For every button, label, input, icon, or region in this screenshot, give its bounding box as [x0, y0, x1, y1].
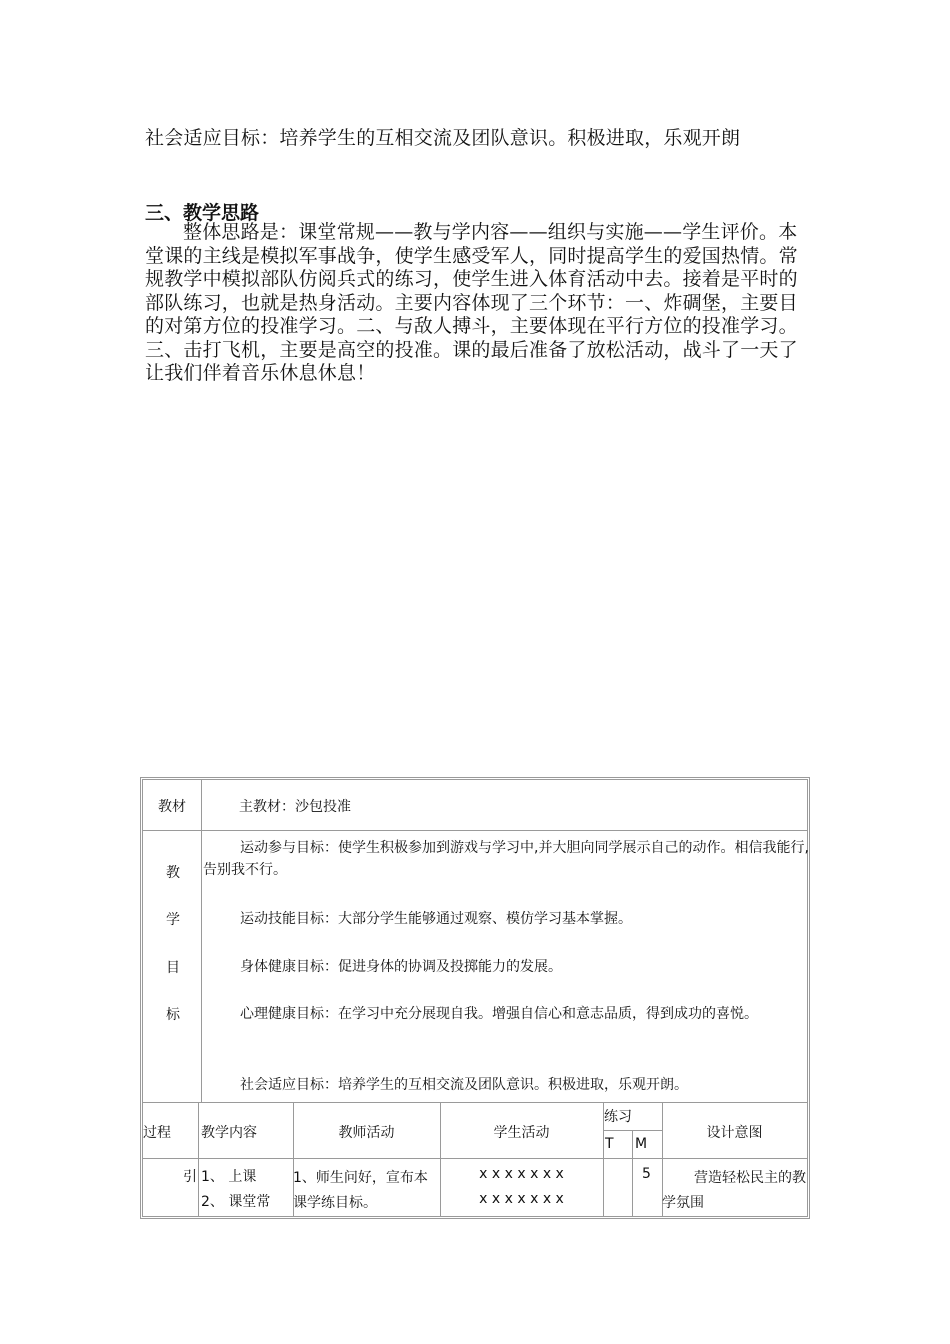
approach-paragraph: 整体思路是：课堂常规——教与学内容——组织与实施——学生评价。本堂课的主线是模拟军事战争，使学生感受军人，同时提高学生的爱国热情。常规教学中模拟部队仿阅兵式的练习，使学生进入体育活动中去。接着是平时的部队练习，也就是热身活动。主要内容体现了三个环节：一、炸碉堡，主要目的对第方位的投准学习。二、与敌人搏斗，主要体现在平行方位的投准学习。三、击打飞机，主要是高空的投准。课的最后准备了放松活动，战斗了一天了让我们伴着音乐休息休息！ — [145, 221, 798, 384]
header-t: T — [605, 1136, 614, 1152]
header-teacher: 教师活动 — [338, 1125, 395, 1141]
social-goal-paragraph: 社会适应目标：培养学生的互相交流及团队意识。积极进取，乐观开朗 — [145, 127, 741, 149]
material-value: 主教材：沙包投准 — [239, 799, 351, 815]
header-m: M — [635, 1136, 648, 1152]
material-label: 教材 — [158, 799, 186, 815]
row1-student-2: x x x x x x x — [479, 1191, 564, 1207]
objective-social: 社会适应目标：培养学生的互相交流及团队意识。积极进取，乐观开朗。 — [240, 1077, 688, 1093]
header-student: 学生活动 — [493, 1125, 550, 1141]
row1-process: 引 — [183, 1169, 197, 1185]
section-heading: 三、教学思路 — [145, 202, 260, 224]
row1-m: 5 — [642, 1166, 651, 1182]
objectives-label-char: 标 — [166, 1007, 180, 1023]
row1-intent: 营造轻松民主的教学氛围 — [662, 1170, 806, 1211]
row1-content-1: 1、 上课 — [201, 1169, 257, 1185]
objective-mental-health: 心理健康目标：在学习中充分展现自我。增强自信心和意志品质，得到成功的喜悦。 — [240, 1006, 758, 1022]
header-content: 教学内容 — [201, 1125, 257, 1141]
objectives-label-char: 学 — [166, 912, 180, 928]
header-intent: 设计意图 — [706, 1125, 763, 1141]
objectives-label-char: 目 — [166, 960, 180, 976]
row1-student-1: x x x x x x x — [479, 1166, 564, 1182]
objectives-label-char: 教 — [166, 865, 180, 881]
row1-content-2: 2、 课堂常 — [201, 1194, 271, 1210]
row1-teacher: 1、师生问好，宣布本课学练目标。 — [293, 1170, 428, 1211]
objective-participation: 运动参与目标：使学生积极参加到游戏与学习中,并大胆向同学展示自己的动作。相信我能行,告别我不行。 — [203, 840, 809, 878]
header-practice: 练习 — [604, 1109, 632, 1125]
header-process: 过程 — [143, 1125, 171, 1141]
lesson-plan-table — [140, 777, 810, 1219]
objective-skill: 运动技能目标：大部分学生能够通过观察、模仿学习基本掌握。 — [240, 911, 632, 927]
objective-physical-health: 身体健康目标：促进身体的协调及投掷能力的发展。 — [240, 959, 562, 975]
